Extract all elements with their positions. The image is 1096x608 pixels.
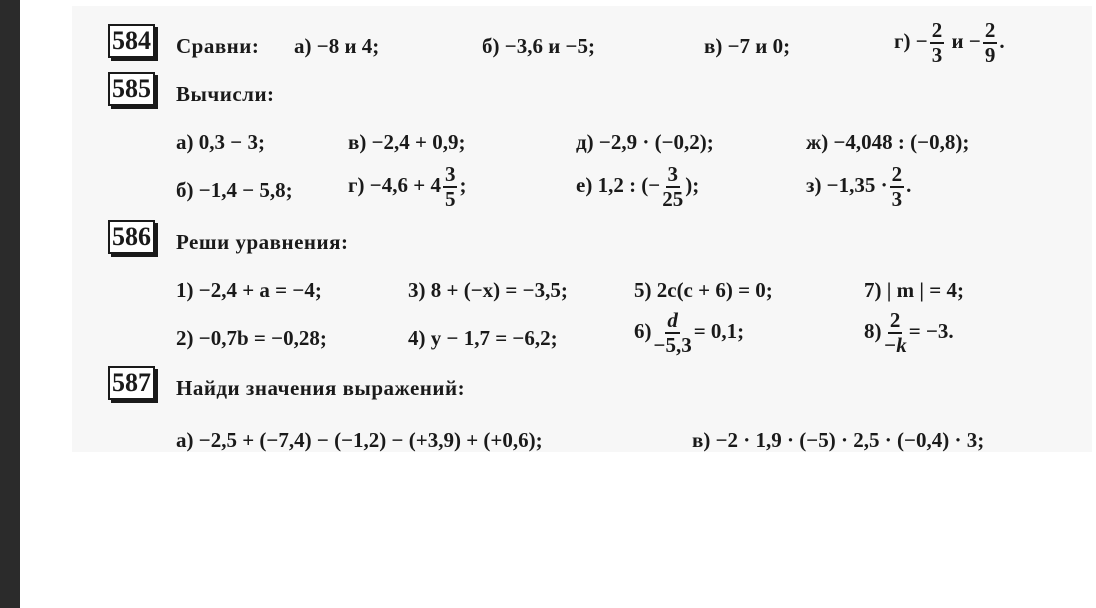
problem-586-1: 1) −2,4 + a = −4; [176, 278, 322, 302]
textbook-page [72, 6, 1092, 452]
problem-587-a: а) −2,5 + (−7,4) − (−1,2) − (+3,9) + (+0,6); [176, 428, 543, 452]
problem-586-5: 5) 2c(c + 6) = 0; [634, 278, 773, 302]
problem-number-587: 587 [108, 366, 155, 400]
left-dark-bar [0, 0, 20, 608]
problem-585-a: а) 0,3 − 3; [176, 130, 265, 154]
problem-number-584: 584 [108, 24, 155, 58]
problem-585-d: д) −2,9 · (−0,2); [576, 130, 714, 154]
problem-585-e: е) 1,2 : (− $\frac{3}{25}$ ); [576, 162, 700, 211]
problem-584-g: г) − $\frac{2}{3}$ и − $\frac{2}{9}$ . [894, 18, 1005, 67]
problem-586-2: 2) −0,7b = −0,28; [176, 326, 327, 350]
problem-585-zh: ж) −4,048 : (−0,8); [806, 130, 970, 154]
problem-585-g: г) −4,6 + 4 $\frac{3}{5}$ ; [348, 162, 467, 211]
problem-586-6: 6) $\frac{d}{-5,3}$ = 0,1; [634, 308, 745, 357]
problem-587-v: в) −2 · 1,9 · (−5) · 2,5 · (−0,4) · 3; [692, 428, 985, 452]
problem-number-586: 586 [108, 220, 155, 254]
problem-number-585: 585 [108, 72, 155, 106]
problem-586-4: 4) y − 1,7 = −6,2; [408, 326, 558, 350]
problem-586-7: 7) | m | = 4; [864, 278, 964, 302]
problem-587-title: Найди значения выражений: [176, 376, 466, 400]
problem-584-a: а) −8 и 4; [294, 34, 380, 58]
problem-585-z: з) −1,35 · $\frac{2}{3}$ . [806, 162, 912, 211]
problem-586-title: Реши уравнения: [176, 230, 349, 254]
problem-584-title: Сравни: [176, 34, 260, 58]
problem-584-b: б) −3,6 и −5; [482, 34, 596, 58]
problem-585-v: в) −2,4 + 0,9; [348, 130, 466, 154]
problem-585-title: Вычисли: [176, 82, 275, 106]
problem-586-3: 3) 8 + (−x) = −3,5; [408, 278, 568, 302]
problem-585-b: б) −1,4 − 5,8; [176, 178, 293, 202]
problem-584-v: в) −7 и 0; [704, 34, 791, 58]
problem-586-8: 8) $\frac{2}{-k}$ = −3. [864, 308, 954, 357]
